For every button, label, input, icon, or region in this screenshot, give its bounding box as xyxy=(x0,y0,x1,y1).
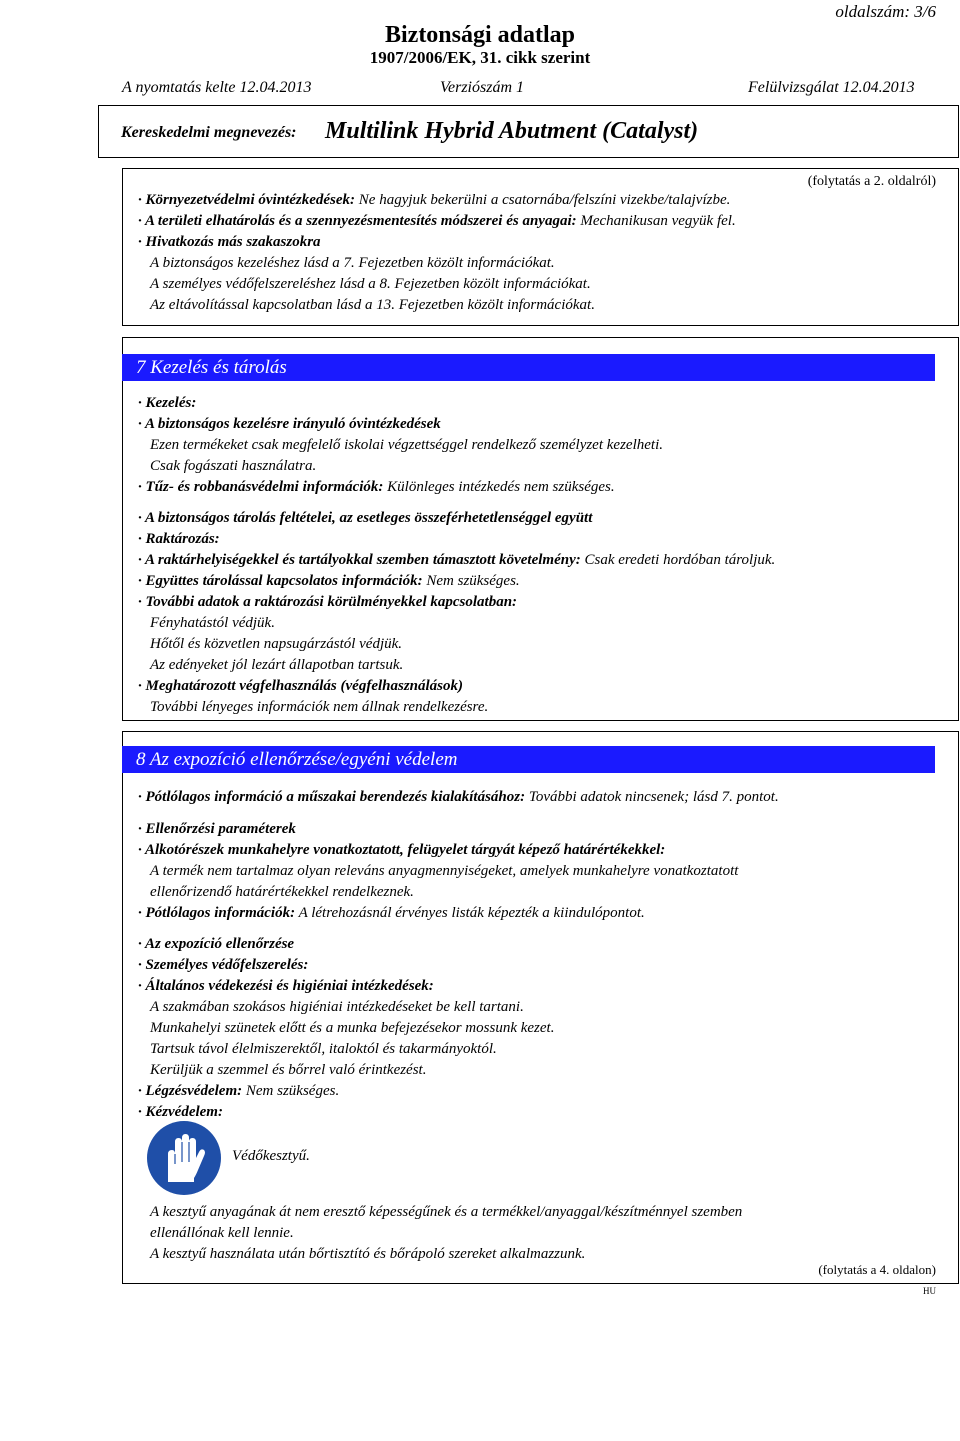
respiratory-text: Nem szükséges. xyxy=(242,1083,340,1099)
joint-storage-text: Nem szükséges. xyxy=(422,573,520,589)
reference-line: Az eltávolítással kapcsolatban lásd a 13. Fejezetben közölt információkat. xyxy=(150,297,595,313)
hand-protection-heading: · Kézvédelem: xyxy=(138,1104,223,1120)
reference-line: A biztonságos kezeléshez lásd a 7. Fejezetben közölt információkat. xyxy=(150,255,555,271)
language-code: HU xyxy=(923,1286,936,1296)
text-line: Az edényeket jól lezárt állapotban tartsuk. xyxy=(150,657,404,673)
text-line: További lényeges információk nem állnak rendelkezésre. xyxy=(150,699,489,715)
reference-line: A személyes védőfelszereléshez lásd a 8. Fejezetben közölt információkat. xyxy=(150,276,591,292)
text-line: A kesztyű anyagának át nem eresztő képességűnek és a termékkel/anyaggal/készítménnyel szemben xyxy=(150,1204,743,1220)
text-line: Munkahelyi szünetek előtt és a munka befejezésekor mossunk kezet. xyxy=(150,1020,555,1036)
reference-heading: · Hivatkozás más szakaszokra xyxy=(138,234,321,250)
trade-name: Multilink Hybrid Abutment (Catalyst) xyxy=(325,118,699,144)
text-line: Kerüljük a szemmel és bőrrel való érintkezést. xyxy=(150,1062,427,1078)
additional-info-text: A létrehozásnál érvényes listák képezték a kiindulópontot. xyxy=(295,905,645,921)
page-number: oldalszám: 3/6 xyxy=(835,2,936,21)
end-use-heading: · Meghatározott végfelhasználás (végfelhasználások) xyxy=(138,678,464,694)
print-date: A nyomtatás kelte 12.04.2013 xyxy=(122,79,312,96)
review-date: Felülvizsgálat 12.04.2013 xyxy=(748,79,915,96)
respiratory-label: · Légzésvédelem: xyxy=(138,1083,243,1099)
additional-info-label: · Pótlólagos információk: xyxy=(138,905,296,921)
control-params-heading: · Ellenőrzési paraméterek xyxy=(138,821,296,837)
section-7-title: 7 Kezelés és tárolás xyxy=(122,354,935,381)
hygiene-heading: · Általános védekezési és higiéniai intézkedések: xyxy=(138,978,434,994)
storeroom-req-text: Csak eredeti hordóban tároljuk. xyxy=(580,552,776,568)
text-line: A termék nem tartalmaz olyan releváns anyagmennyiségeket, amelyek munkahelyre vonatkoztatott xyxy=(150,863,739,879)
text-line: Csak fogászati használatra. xyxy=(150,458,317,474)
env-precautions-text: Ne hagyjuk bekerülni a csatornába/felszíni vizekbe/talajvízbe. xyxy=(355,192,731,208)
document-title: Biztonsági adatlap xyxy=(384,22,576,48)
engineering-info-text: További adatok nincsenek; lásd 7. pontot. xyxy=(525,789,779,805)
text-line: Tartsuk távol élelmiszerektől, italoktól és takarmányoktól. xyxy=(150,1041,497,1057)
trade-name-box xyxy=(98,105,959,158)
containment-label: · A területi elhatárolás és a szennyezésmentesítés módszerei és anyagai: xyxy=(138,213,577,229)
fire-info-label: · Tűz- és robbanásvédelmi információk: xyxy=(138,479,384,495)
storage-extra-heading: · További adatok a raktározási körülményekkel kapcsolatban: xyxy=(138,594,518,610)
containment-text: Mechanikusan vegyük fel. xyxy=(576,213,736,229)
storage-conditions-heading: · A biztonságos tárolás feltételei, az esetleges összeférhetetlenséggel együtt xyxy=(138,510,593,526)
fire-info-text: Különleges intézkedés nem szükséges. xyxy=(383,479,615,495)
section-8-title: 8 Az expozíció ellenőrzése/egyéni védelem xyxy=(122,746,935,773)
continued-from: (folytatás a 2. oldalról) xyxy=(807,174,936,189)
joint-storage-label: · Együttes tárolással kapcsolatos információk: xyxy=(138,573,423,589)
limit-values-heading: · Alkotórészek munkahelyre vonatkoztatott, felügyelet tárgyát képező határértékekkel: xyxy=(138,842,666,858)
text-line: A szakmában szokásos higiéniai intézkedéseket be kell tartani. xyxy=(150,999,524,1015)
glove-caption: Védőkesztyű. xyxy=(232,1148,310,1164)
text-line: Hőtől és közvetlen napsugárzástól védjük. xyxy=(150,636,403,652)
storeroom-req-label: · A raktárhelyiségekkel és tartályokkal szemben támasztott követelmény: xyxy=(138,552,581,568)
engineering-info-label: · Pótlólagos információ a műszakai berendezés kialakításához: xyxy=(138,789,526,805)
storage-heading: · Raktározás: xyxy=(138,531,220,547)
continued-to: (folytatás a 4. oldalon) xyxy=(818,1262,936,1277)
env-precautions-label: · Környezetvédelmi óvintézkedések: xyxy=(138,192,356,208)
text-line: Ezen termékeket csak megfelelő iskolai végzettséggel rendelkező személyzet kezelheti. xyxy=(150,437,663,453)
safe-handling-heading: · A biztonságos kezelésre irányuló óvintézkedések xyxy=(138,416,441,432)
protective-gloves-icon xyxy=(146,1120,222,1196)
version: Verziószám 1 xyxy=(440,79,525,96)
text-line: ellenállónak kell lennie. xyxy=(150,1225,294,1241)
ppe-heading: · Személyes védőfelszerelés: xyxy=(138,957,309,973)
trade-name-label: Kereskedelmi megnevezés: xyxy=(121,124,297,141)
text-line: ellenőrizendő határértékekkel rendelkeznek. xyxy=(150,884,414,900)
text-line: Fényhatástól védjük. xyxy=(150,615,275,631)
exposure-control-heading: · Az expozíció ellenőrzése xyxy=(138,936,295,952)
document-subtitle: 1907/2006/EK, 31. cikk szerint xyxy=(369,48,591,67)
text-line: A kesztyű használata után bőrtisztító és bőrápoló szereket alkalmazzunk. xyxy=(150,1246,586,1262)
handling-heading: · Kezelés: xyxy=(138,395,197,411)
